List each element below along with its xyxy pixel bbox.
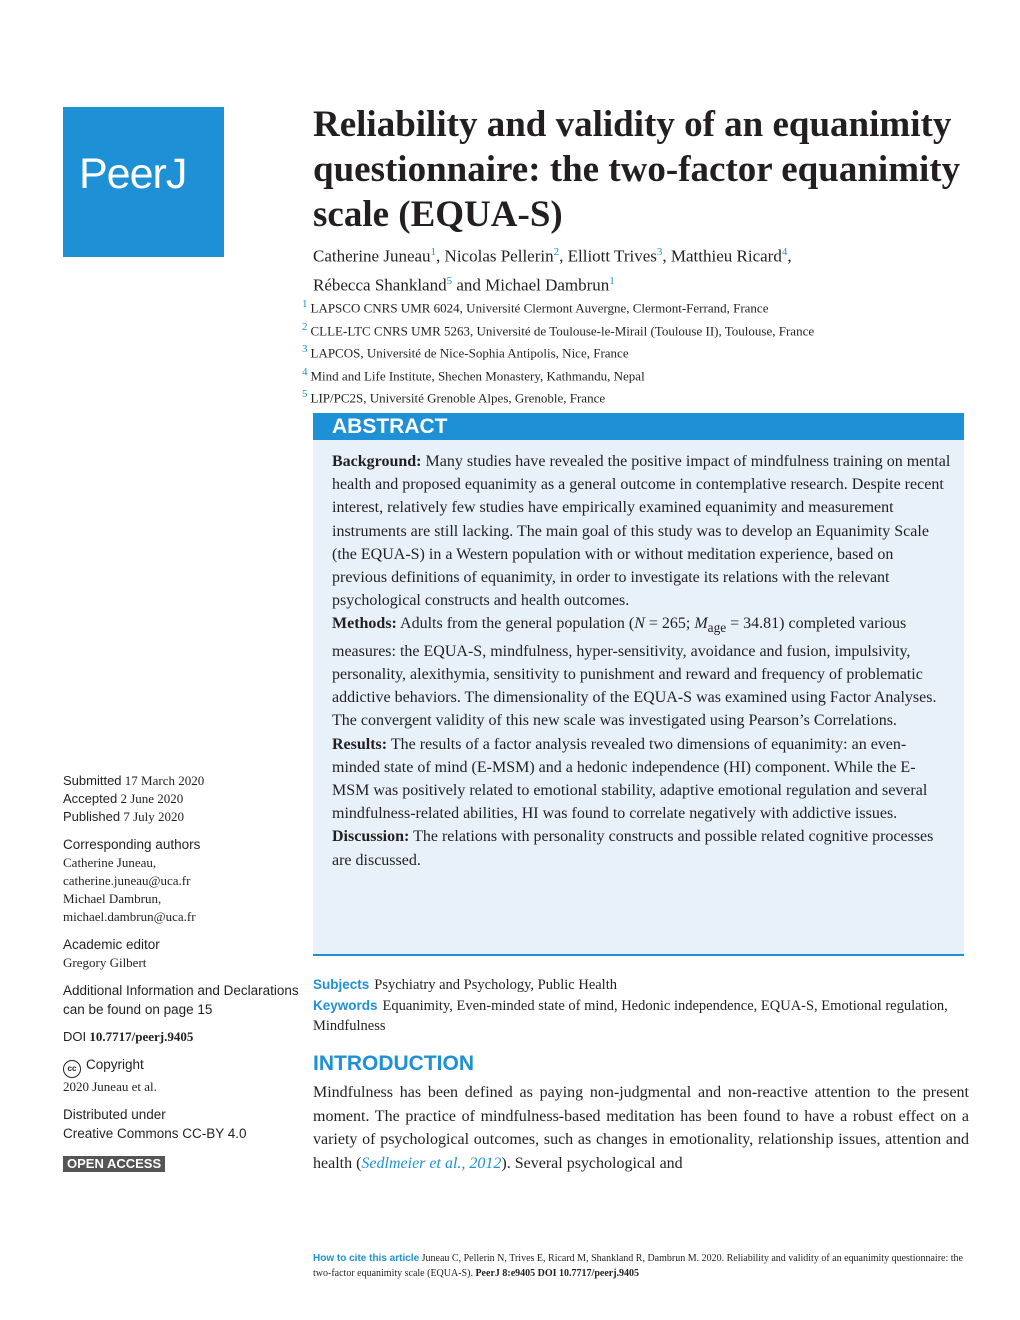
creative-commons-icon: cc xyxy=(63,1060,81,1078)
affiliation: $^2$ CLLE-LTC CNRS UMR 5263, Université de Toulouse-le-Mirail (Toulouse II), Toulouse, France xyxy=(302,320,815,338)
author-email-link[interactable]: michael.dambrun@uca.fr xyxy=(63,909,196,924)
author-affiliation-marker: 3 xyxy=(656,246,663,258)
introduction-text: Mindfulness has been defined as paying non-judgmental and non-reactive attention to the present moment. The practice of mindfulness-based meditation has been found to have a robust effect on a variety of psychological outcomes, such as changes in emotionality, relationship issues, attention and health (Sedlmeier et al., 2012). Several psychological and xyxy=(313,1084,969,1172)
logo-text: PeerJ xyxy=(79,150,187,198)
open-access-badge: OPEN ACCESS xyxy=(63,1156,165,1172)
abstract-heading: ABSTRACT xyxy=(332,415,448,438)
corresponding-author: Michael Dambrun, xyxy=(63,891,162,906)
author-name: Nicolas Pellerin xyxy=(444,246,554,266)
accepted-date: Accepted 2 June 2020 xyxy=(63,791,184,806)
academic-editor: Gregory Gilbert xyxy=(63,955,147,970)
academic-editor-label: Academic editor xyxy=(63,937,160,952)
abstract-background: Background: Many studies have revealed the positive impact of mindfulness training on mental health and proposed equanimity as a general outcome in contemplative research. Despite recent interest, relatively few studies have empirically examined equanimity and measurement instruments are still lacking. The main goal of this study was to develop an Equanimity Scale (the EQUA-S) in a Western population with or without meditation experience, based on previous definitions of equanimity, in order to investigate its relations with the relevant psychological constructs and health outcomes. xyxy=(332,453,951,610)
abstract-results: Results: The results of a factor analysis revealed two dimensions of equanimity: an even-minded state of mind (E-MSM) and a hedonic independence (HI) component. While the E-MSM was positively related to emotional stability, adaptive emotional regulation and several mindfulness-related abilities, HI was found to correlate negatively with addictive issues. xyxy=(332,735,928,823)
subjects: Subjects Psychiatry and Psychology, Public Health xyxy=(313,977,617,993)
author-affiliation-marker: 1 xyxy=(430,246,437,258)
how-to-cite-label: How to cite this article xyxy=(313,1253,420,1264)
peerj-logo xyxy=(63,107,224,257)
abstract-text xyxy=(332,450,952,872)
introduction-heading: INTRODUCTION xyxy=(313,1052,474,1075)
affiliation: $^5$ LIP/PC2S, Université Grenoble Alpes, Grenoble, France xyxy=(302,388,606,406)
affiliation: $^1$ LAPSCO CNRS UMR 6024, Université Clermont Auvergne, Clermont-Ferrand, France xyxy=(302,298,769,316)
copyright-holder: 2020 Juneau et al. xyxy=(63,1079,157,1094)
affiliation-list xyxy=(302,295,972,408)
author-email-link[interactable]: catherine.juneau@uca.fr xyxy=(63,873,191,888)
keywords: Keywords Equanimity, Even-minded state of mind, Hedonic independence, EQUA-S, Emotional regulation, Mindfulness xyxy=(313,997,948,1034)
author-affiliation-marker: 1 xyxy=(609,274,615,287)
author-affiliation-marker: 5 xyxy=(446,274,453,287)
author-name: Michael Dambrun xyxy=(485,275,610,295)
article-title: Reliability and validity of an equanimity questionnaire: the two-factor equanimity scale (EQUA-S) xyxy=(313,104,961,235)
abstract-methods: Methods: Adults from the general population (N = 265; $M_{age} = 34.81$) completed various measures: the EQUA-S, mindfulness, hyper-sensitivity, avoidance and fusion, impulsivity, personality, alexithymia, sensitivity to punishment and reward and frequency of problematic addictive behaviors. The dimensionality of the EQUA-S was examined using Factor Analyses. The convergent validity of this new scale was investigated using Pearson’s Correlations. xyxy=(332,615,937,730)
author-name: Rébecca Shankland xyxy=(313,275,447,295)
subjects-keywords xyxy=(313,975,973,1037)
author-name: Matthieu Ricard xyxy=(670,246,782,266)
additional-info-link[interactable]: Additional Information and Declarations can be found on page 15 xyxy=(63,983,299,1017)
distributed-under-label: Distributed under xyxy=(63,1107,166,1122)
corresponding-authors-label: Corresponding authors xyxy=(63,837,201,852)
published-date: Published 7 July 2020 xyxy=(63,809,185,824)
author-list: Catherine Juneau$^1$, Nicolas Pellerin$^2$, Elliott Trives$^3$, Matthieu Ricard$^4$, Rébecca Shankland$^5$ and Michael Dambrun$^1$ xyxy=(313,246,792,295)
corresponding-author: Catherine Juneau, xyxy=(63,855,157,870)
copyright: cc Copyright xyxy=(63,1055,303,1078)
submitted-date: Submitted 17 March 2020 xyxy=(63,773,205,788)
abstract-header xyxy=(313,413,964,440)
citation-link[interactable]: Sedlmeier et al., 2012 xyxy=(361,1154,502,1172)
affiliation: $^4$ Mind and Life Institute, Shechen Monastery, Kathmandu, Nepal xyxy=(302,365,645,383)
author-affiliation-marker: 2 xyxy=(553,246,560,258)
author-affiliation-marker: 4 xyxy=(781,246,788,258)
author-name: Catherine Juneau xyxy=(313,246,431,266)
license-link[interactable]: Creative Commons CC-BY 4.0 xyxy=(63,1126,247,1141)
affiliation: $^3$ LAPCOS, Université de Nice-Sophia Antipolis, Nice, France xyxy=(302,343,629,361)
journal-reference: PeerJ 8:e9405 DOI 10.7717/peerj.9405 xyxy=(475,1267,640,1279)
abstract-discussion: Discussion: The relations with personality constructs and possible related cognitive processes are discussed. xyxy=(332,828,934,869)
author-name: Elliott Trives xyxy=(567,246,657,266)
doi: DOI 10.7717/peerj.9405 xyxy=(63,1029,194,1044)
abstract-box xyxy=(313,440,964,956)
article-info-sidebar xyxy=(63,772,303,1173)
citation-footer: How to cite this article Juneau C, Pellerin N, Trives E, Ricard M, Shankland R, Dambrun M. 2020. Reliability and validity of an equanimity questionnaire: the two-factor equanimity scale (EQUA-S). PeerJ 8:e9405 DOI 10.7717/peerj.9405 xyxy=(313,1253,963,1279)
doi-link[interactable]: 10.7717/peerj.9405 xyxy=(89,1029,194,1044)
